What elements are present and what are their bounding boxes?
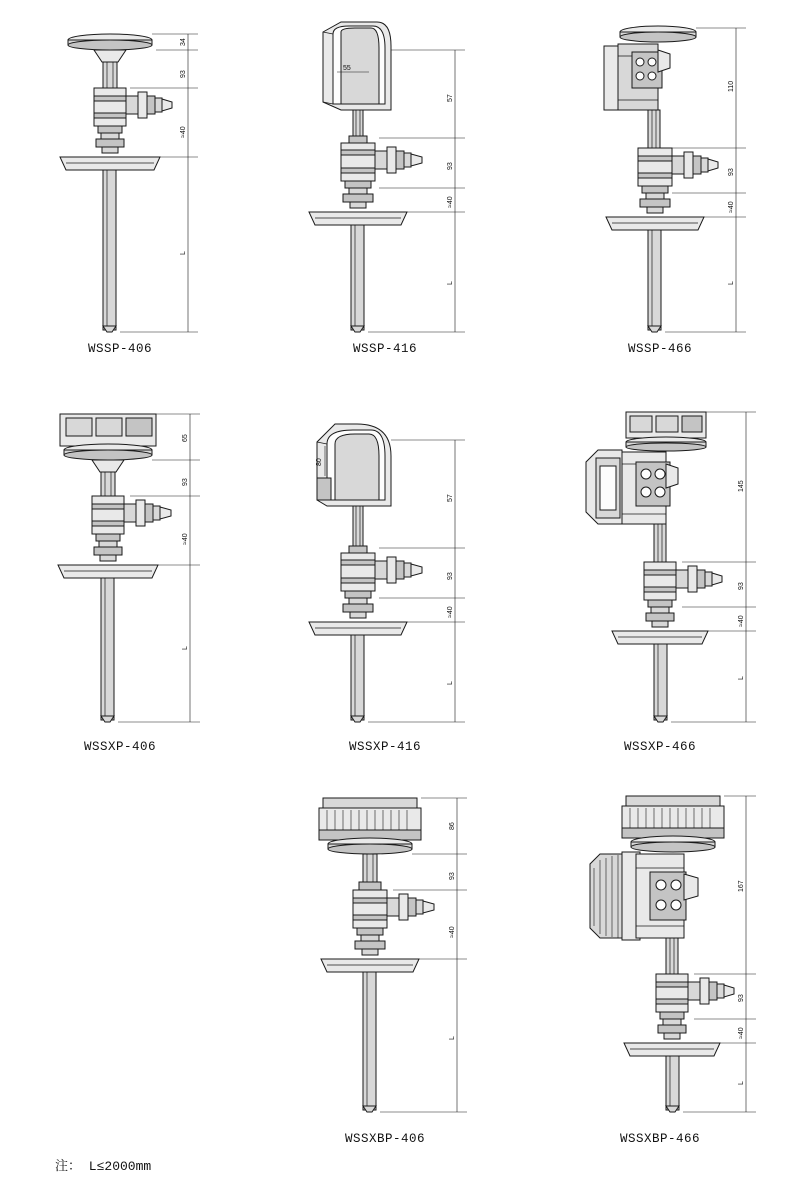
figure-wssxp-406 bbox=[20, 400, 220, 730]
caption-wssxbp-466: WSSXBP-466 bbox=[619, 1132, 700, 1146]
figure-wssp-466 bbox=[570, 10, 770, 340]
caption-wssxp-416: WSSXP-416 bbox=[348, 740, 421, 754]
dim-label: 80 bbox=[316, 458, 323, 466]
dim-label: L bbox=[738, 1081, 745, 1085]
dim-label: 57 bbox=[447, 94, 454, 102]
dim-label: ≈40 bbox=[738, 615, 745, 627]
dim-label: 93 bbox=[182, 478, 189, 486]
dim-label: 93 bbox=[738, 582, 745, 590]
dim-label: 93 bbox=[449, 872, 456, 880]
dim-label: ≈40 bbox=[182, 533, 189, 545]
dim-label: 57 bbox=[447, 494, 454, 502]
figure-wssxbp-406 bbox=[295, 790, 495, 1120]
dim-label: 110 bbox=[728, 80, 735, 92]
dim-label: L bbox=[180, 251, 187, 255]
dim-label: 65 bbox=[182, 434, 189, 442]
dim-label: 93 bbox=[738, 994, 745, 1002]
dim-label: ≈40 bbox=[447, 196, 454, 208]
dim-label: L bbox=[738, 676, 745, 680]
dim-label: L bbox=[449, 1036, 456, 1040]
dim-label: 93 bbox=[728, 168, 735, 176]
caption-wssp-406: WSSP-406 bbox=[87, 342, 152, 356]
caption-wssp-466: WSSP-466 bbox=[627, 342, 692, 356]
caption-wssxp-466: WSSXP-466 bbox=[623, 740, 696, 754]
dim-label: L bbox=[447, 681, 454, 685]
caption-wssp-416: WSSP-416 bbox=[352, 342, 417, 356]
dim-label: ≈40 bbox=[728, 201, 735, 213]
dim-label: L bbox=[182, 646, 189, 650]
dim-label: ≈40 bbox=[449, 926, 456, 938]
dim-label: 93 bbox=[180, 70, 187, 78]
caption-wssxp-406: WSSXP-406 bbox=[83, 740, 156, 754]
dim-label: 55 bbox=[343, 65, 351, 72]
dim-label: ≈40 bbox=[738, 1027, 745, 1039]
dim-label: 93 bbox=[447, 162, 454, 170]
figure-wssxbp-466 bbox=[570, 790, 770, 1120]
figure-wssxp-416 bbox=[295, 400, 495, 730]
dim-label: L bbox=[728, 281, 735, 285]
figure-wssxp-466 bbox=[570, 400, 770, 730]
figure-wssp-406 bbox=[20, 10, 220, 340]
caption-wssxbp-406: WSSXBP-406 bbox=[344, 1132, 425, 1146]
dim-label: 93 bbox=[447, 572, 454, 580]
dim-label: ≈40 bbox=[180, 126, 187, 138]
drawing-note: 注： L≤2000mm bbox=[55, 1159, 152, 1174]
dim-label: 167 bbox=[738, 880, 745, 892]
dim-label: L bbox=[447, 281, 454, 285]
dim-label: 86 bbox=[449, 822, 456, 830]
dim-label: ≈40 bbox=[447, 606, 454, 618]
dim-label: 145 bbox=[738, 480, 745, 492]
figure-wssp-416 bbox=[295, 10, 495, 340]
dim-label: 34 bbox=[180, 38, 187, 46]
